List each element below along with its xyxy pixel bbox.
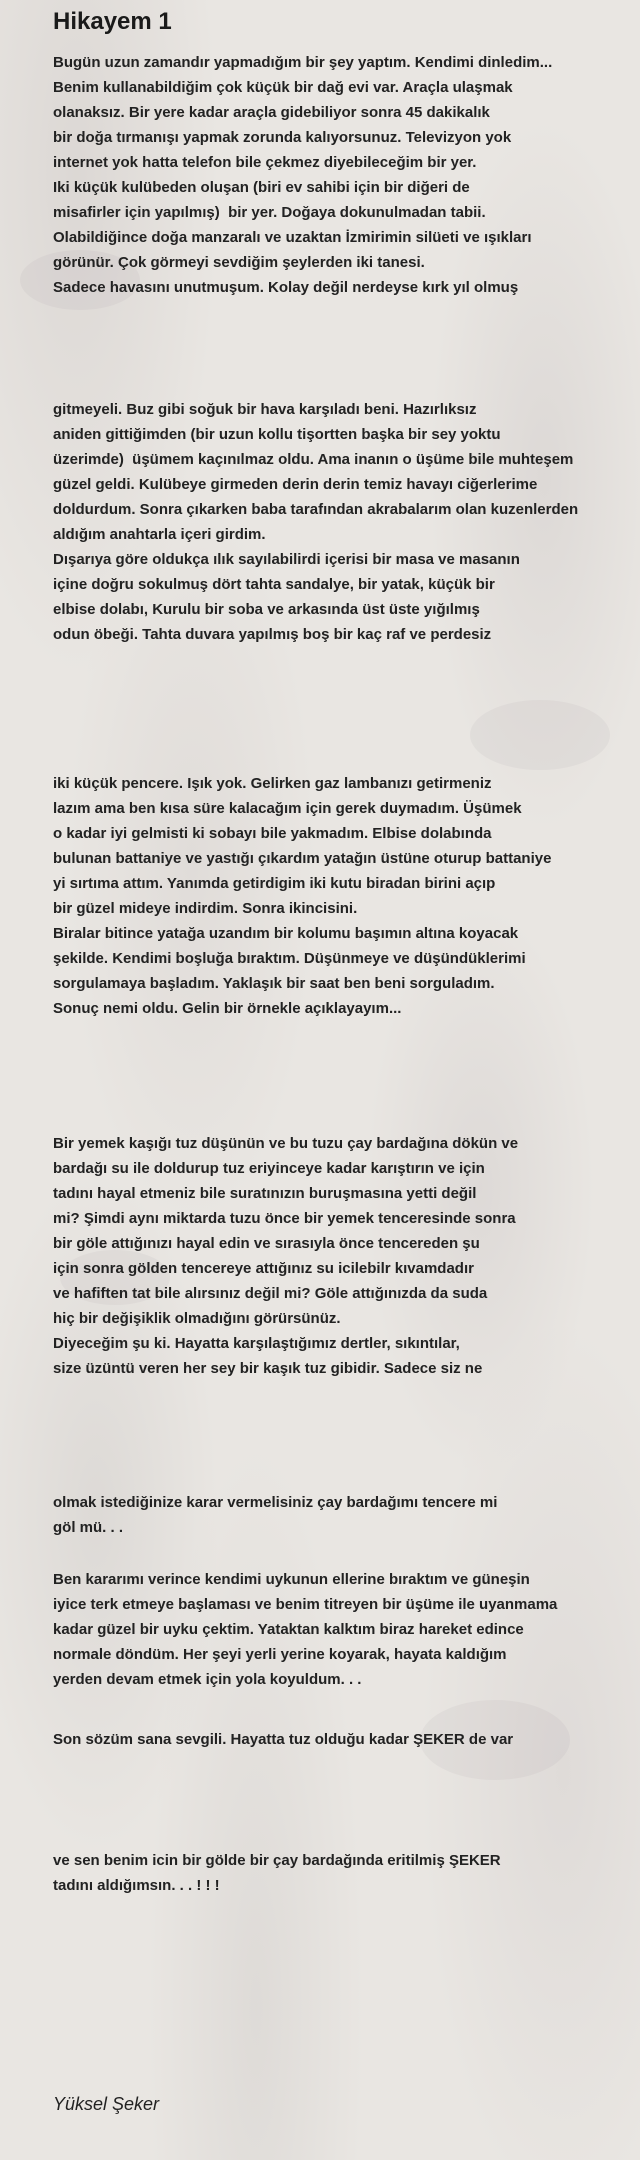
story-paragraph-3: iki küçük pencere. Işık yok. Gelirken gaz lambanızı getirmeniz lazım ama ben kısa süre kalacağım için gerek duymadım. Üşümek o kadar iyi gelmisti ki sobayı bile yakmadım. Elbise dolabında bulunan battaniye ve yastığı çıkardım yatağın üstüne oturup battaniye yi sırtıma attım. Yanımda getirdigim iki kutu biradan birini açıp bir güzel mideye indirdim. Sonra ikincisini. Biralar bitince yatağa uzandım bir kolumu başımın altına koyacak şekilde. Kendimi boşluğa bıraktım. Düşünmeye ve düşündüklerimi sorgulamaya başladım. Yaklaşık bir saat ben beni sorguladım. Sonuç nemi oldu. Gelin bir örnekle açıklayayım... xyxy=(53,775,552,1017)
story-paragraph-2: gitmeyeli. Buz gibi soğuk bir hava karşıladı beni. Hazırlıksız aniden gittiğimden (bir uzun kollu tişortten başka bir sey yoktu üzerimde) üşümem kaçınılmaz oldu. Ama inanın o üşüme bile muhteşem güzel geldi. Kulübeye girmeden derin derin temiz havayı ciğerlerime doldurdum. Sonra çıkarken baba tarafından akrabalarım olan kuzenlerden aldığım anahtarla içeri girdim. Dışarıya göre oldukça ılık sayılabilirdi içerisi bir masa ve masanın içine doğru sokulmuş dört tahta sandalye, bir yatak, küçük bir elbise dolabı, Kurulu bir soba ve arkasında üst üste yığılmış odun öbeği. Tahta duvara yapılmış boş bir kaç raf ve perdesiz xyxy=(53,401,579,643)
page-title: Hikayem 1 xyxy=(53,8,172,35)
story-paragraph-1: Bugün uzun zamandır yapmadığım bir şey yaptım. Kendimi dinledim... Benim kullanabildiğim çok küçük bir dağ evi var. Araçla ulaşmak olanaksız. Bir yere kadar araçla gidebiliyor sonra 45 dakikalık bir doğa tırmanışı yapmak zorunda kalıyorsunuz. Televizyon yok internet yok hatta telefon bile çekmez diyebileceğim bir yer. Iki küçük kulübeden oluşan (biri ev sahibi için bir diğeri de misafirler için yapılmış) bir yer. Doğaya dokunulmadan tabii. Olabildiğince doğa manzaralı ve uzaktan İzmirimin silüeti ve ışıkları görünür. Çok görmeyi sevdiğim şeylerden iki tanesi. Sadece havasını unutmuşum. Kolay değil nerdeyse kırk yıl olmuş xyxy=(53,54,553,296)
story-paragraph-8: ve sen benim icin bir gölde bir çay bardağında eritilmiş ŞEKER tadını aldığımsın. . . ! ! ! xyxy=(53,1852,501,1894)
story-paragraph-4: Bir yemek kaşığı tuz düşünün ve bu tuzu çay bardağına dökün ve bardağı su ile doldurup tuz eriyinceye kadar karıştırın ve için tadını hayal etmeniz bile suratınızın buruşmasına yetti değil mi? Şimdi aynı miktarda tuzu önce bir yemek tenceresinde sonra bir göle attığınızı hayal edin ve sırasıyla önce tencereden şu için sonra gölden tencereye attığınız su icilebilr kıvamdadır ve hafiften tat bile alırsınız değil mi? Göle attığınızda da suda hiç bir değişiklik olmadığını görürsünüz. Diyeceğim şu ki. Hayatta karşılaştığımız dertler, sıkıntılar, size üzüntü veren her sey bir kaşık tuz gibidir. Sadece siz ne xyxy=(53,1135,519,1377)
background-smudge xyxy=(470,700,610,770)
story-paragraph-5: olmak istediğinize karar vermelisiniz çay bardağımı tencere mi göl mü. . . xyxy=(53,1494,498,1536)
author-signature: Yüksel Şeker xyxy=(53,2094,160,2114)
story-paragraph-7: Son sözüm sana sevgili. Hayatta tuz olduğu kadar ŞEKER de var xyxy=(53,1731,514,1748)
story-paragraph-6: Ben kararımı verince kendimi uykunun ellerine bıraktım ve güneşin iyice terk etmeye başlaması ve benim titreyen bir üşüme ile uyanmama kadar güzel bir uyku çektim. Yataktan kalktım biraz hareket edince normale döndüm. Her şeyi yerli yerine koyarak, hayata kaldığım yerden devam etmek için yola koyuldum. . . xyxy=(53,1571,558,1688)
